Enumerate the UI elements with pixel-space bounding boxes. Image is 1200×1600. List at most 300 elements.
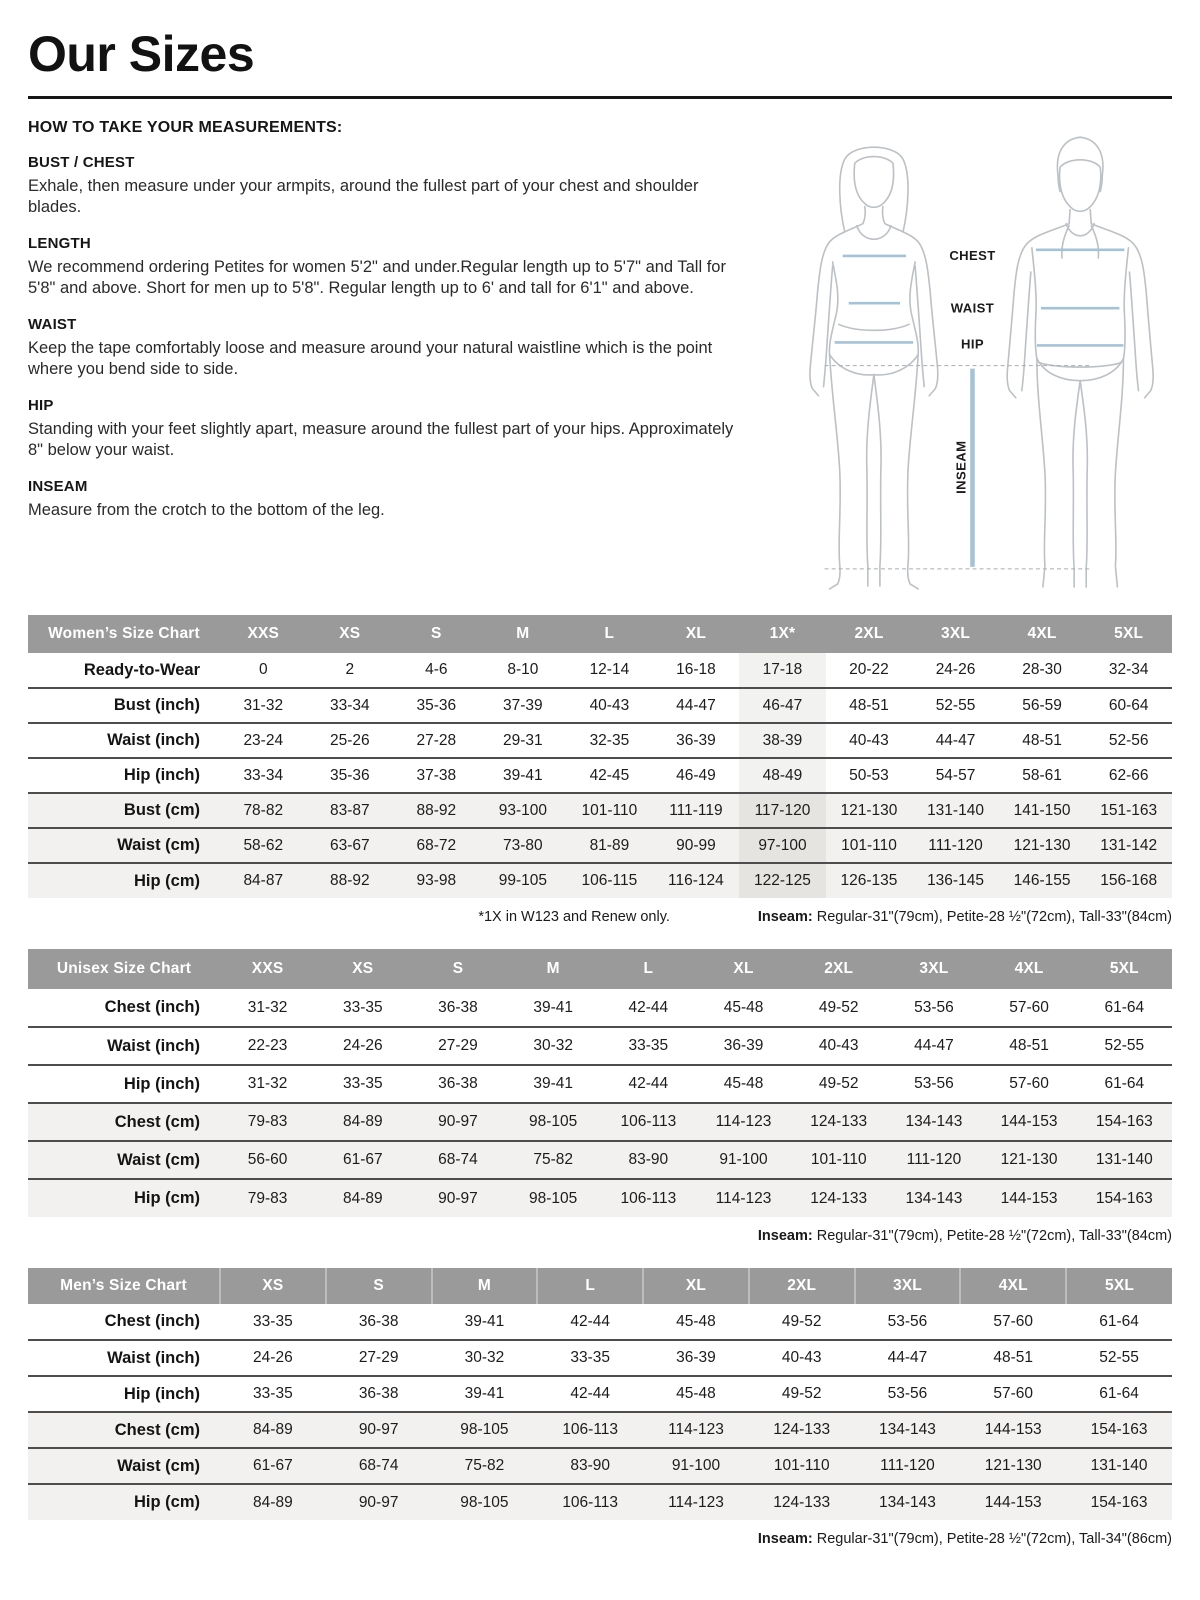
value-cell: 53-56 (887, 1312, 928, 1330)
column-header: L (566, 615, 653, 653)
value-cell: 61-67 (253, 1457, 293, 1474)
value-cell: 98-105 (529, 1189, 578, 1207)
value-cell: 56-59 (1022, 696, 1062, 714)
value-cell: 33-35 (253, 1312, 293, 1330)
instructions-and-diagram (28, 119, 1172, 591)
value-cell: 33-35 (253, 1385, 293, 1402)
row-label: Waist (inch) (107, 731, 200, 749)
value-cell: 30-32 (464, 1349, 505, 1366)
mens-table-notes (28, 1531, 1172, 1547)
chest-label: CHEST (949, 247, 996, 263)
measurement-instructions (28, 119, 750, 591)
value-cell: 45-48 (723, 1075, 764, 1092)
value-cell: 98-105 (460, 1421, 509, 1438)
value-cell: 32-34 (1108, 661, 1149, 678)
table-row (28, 1027, 1172, 1065)
value-cell: 124-133 (810, 1113, 868, 1130)
section-label: INSEAM (28, 478, 88, 495)
value-cell: 20-22 (849, 661, 889, 678)
unisex-size-chart-section (28, 949, 1172, 1244)
inseam-note-text: Regular-31"(79cm), Petite-28 ½"(72cm), Tall-33"(84cm) (816, 909, 1172, 925)
value-cell: 33-35 (342, 1075, 383, 1092)
column-header: M (506, 949, 601, 989)
column-header: M (432, 1268, 538, 1304)
value-cell: 33-35 (570, 1349, 610, 1366)
row-label: Waist (cm) (117, 1150, 200, 1169)
value-cell: 28-30 (1022, 661, 1062, 678)
value-cell: 97-100 (739, 828, 826, 863)
section-label: HIP (28, 397, 54, 414)
value-cell: 17-18 (739, 653, 826, 688)
value-cell: 93-98 (416, 872, 457, 889)
value-cell: 154-163 (1095, 1189, 1153, 1207)
value-cell: 57-60 (993, 1312, 1034, 1330)
value-cell: 90-97 (358, 1421, 399, 1438)
section-waist (28, 316, 750, 380)
value-cell: 57-60 (1009, 998, 1049, 1016)
inseam-label: INSEAM (953, 440, 969, 494)
row-label: Bust (cm) (123, 801, 200, 819)
value-cell: 93-100 (498, 801, 547, 819)
row-label: Waist (cm) (117, 836, 200, 854)
womens-table-notes (28, 909, 1172, 925)
value-cell: 54-57 (935, 766, 976, 784)
body-measurement-illustration (777, 113, 1172, 591)
value-cell: 116-124 (668, 872, 724, 889)
value-cell: 88-92 (416, 801, 457, 819)
value-cell: 40-43 (589, 696, 630, 714)
value-cell: 122-125 (739, 863, 826, 898)
value-cell: 136-145 (927, 872, 984, 889)
column-header: 4XL (982, 949, 1077, 989)
value-cell: 48-51 (993, 1349, 1034, 1366)
inseam-note-text: Regular-31"(79cm), Petite-28 ½"(72cm), Tall-33"(84cm) (816, 1228, 1172, 1244)
value-cell: 22-23 (247, 1037, 288, 1054)
value-cell: 90-97 (438, 1113, 478, 1130)
table-title: Women’s Size Chart (28, 615, 220, 653)
value-cell: 114-123 (668, 1421, 724, 1438)
value-cell: 83-90 (570, 1457, 610, 1474)
value-cell: 31-32 (247, 1075, 288, 1092)
value-cell: 84-89 (253, 1493, 293, 1511)
value-cell: 31-32 (243, 696, 284, 714)
value-cell: 35-36 (416, 696, 457, 714)
value-cell: 61-64 (1099, 1385, 1139, 1402)
value-cell: 42-44 (570, 1385, 610, 1402)
section-label: BUST / CHEST (28, 154, 135, 171)
value-cell: 68-72 (416, 836, 457, 854)
value-cell: 33-35 (342, 998, 383, 1016)
column-header: S (326, 1268, 432, 1304)
mens-size-chart (28, 1268, 1172, 1520)
value-cell: 33-34 (243, 766, 284, 784)
value-cell: 99-105 (498, 872, 547, 889)
value-cell: 49-52 (781, 1385, 822, 1402)
inseam-note-label: Inseam: (757, 909, 813, 925)
column-header: XXS (220, 949, 315, 989)
value-cell: 42-45 (589, 766, 630, 784)
value-cell: 117-120 (739, 793, 826, 828)
table-row (28, 1448, 1172, 1484)
value-cell: 52-55 (935, 696, 976, 714)
value-cell: 29-31 (503, 731, 543, 749)
value-cell: 52-55 (1099, 1349, 1139, 1366)
value-cell: 98-105 (460, 1493, 509, 1511)
column-header: L (601, 949, 696, 989)
value-cell: 39-41 (533, 1075, 573, 1092)
column-header: 1X* (739, 615, 826, 653)
row-label: Chest (inch) (104, 998, 200, 1016)
table-row (28, 688, 1172, 723)
column-header: XL (643, 1268, 749, 1304)
value-cell: 33-34 (329, 696, 370, 714)
table-row (28, 723, 1172, 758)
value-cell: 42-44 (628, 1075, 669, 1092)
value-cell: 61-64 (1104, 998, 1145, 1016)
value-cell: 8-10 (507, 661, 539, 678)
value-cell: 53-56 (914, 1075, 954, 1092)
value-cell: 79-83 (247, 1189, 288, 1207)
inseam-note-label: Inseam: (757, 1531, 813, 1547)
value-cell: 45-48 (723, 998, 764, 1016)
value-cell: 39-41 (464, 1385, 505, 1402)
value-cell: 154-163 (1090, 1493, 1148, 1511)
table-row (28, 653, 1172, 688)
value-cell: 131-140 (927, 801, 984, 819)
value-cell: 36-38 (438, 1075, 478, 1092)
value-cell: 24-26 (342, 1037, 383, 1054)
value-cell: 124-133 (773, 1421, 831, 1438)
page-title: Our Sizes (28, 26, 255, 82)
header-row (28, 615, 1172, 653)
value-cell: 114-123 (668, 1493, 724, 1511)
value-cell: 114-123 (715, 1189, 772, 1207)
table-title: Unisex Size Chart (28, 949, 220, 989)
unisex-table-notes (28, 1228, 1172, 1244)
value-cell: 106-113 (620, 1189, 677, 1207)
table-row (28, 1065, 1172, 1103)
value-cell: 39-41 (533, 998, 573, 1016)
value-cell: 40-43 (781, 1349, 822, 1366)
table-row (28, 1103, 1172, 1141)
value-cell: 134-143 (879, 1421, 936, 1438)
value-cell: 27-29 (438, 1037, 478, 1054)
value-cell: 156-168 (1100, 872, 1158, 889)
value-cell: 46-47 (739, 688, 826, 723)
womens-inseam-note (758, 909, 1172, 925)
header-row (28, 1268, 1172, 1304)
value-cell: 48-51 (1022, 731, 1062, 749)
value-cell: 101-110 (841, 836, 897, 854)
value-cell: 90-99 (676, 836, 716, 854)
inseam-note-text: Regular-31"(79cm), Petite-28 ½"(72cm), Tall-34"(86cm) (816, 1531, 1172, 1547)
header-row (28, 949, 1172, 989)
value-cell: 73-80 (503, 836, 543, 854)
value-cell: 68-74 (438, 1151, 478, 1168)
section-text: Keep the tape comfortably loose and measure around your natural waistline which is the point where you bend side to side. (28, 339, 713, 378)
value-cell: 44-47 (914, 1037, 954, 1054)
value-cell: 144-153 (984, 1421, 1042, 1438)
value-cell: 23-24 (243, 731, 284, 749)
value-cell: 83-87 (329, 801, 370, 819)
value-cell: 101-110 (581, 801, 638, 819)
value-cell: 90-97 (358, 1493, 399, 1511)
value-cell: 144-153 (984, 1493, 1042, 1511)
value-cell: 84-89 (342, 1113, 383, 1130)
row-label: Chest (cm) (114, 1112, 200, 1131)
value-cell: 57-60 (993, 1385, 1034, 1402)
value-cell: 75-82 (533, 1151, 573, 1168)
womens-size-chart (28, 615, 1172, 898)
row-label: Hip (inch) (123, 766, 200, 784)
column-header: 3XL (855, 1268, 961, 1304)
mens-size-chart-section (28, 1268, 1172, 1547)
row-label: Hip (cm) (134, 871, 200, 890)
value-cell: 75-82 (464, 1457, 505, 1474)
value-cell: 78-82 (243, 801, 284, 819)
row-label: Chest (cm) (114, 1420, 200, 1439)
man-figure (1007, 137, 1153, 587)
value-cell: 106-113 (562, 1493, 619, 1511)
value-cell: 52-56 (1108, 731, 1149, 749)
column-header: 3XL (886, 949, 981, 989)
value-cell: 25-26 (329, 731, 370, 749)
value-cell: 61-64 (1104, 1075, 1145, 1092)
value-cell: 48-49 (739, 758, 826, 793)
section-hip (28, 397, 750, 461)
value-cell: 79-83 (247, 1113, 288, 1130)
value-cell: 91-100 (671, 1457, 721, 1474)
value-cell: 33-35 (628, 1037, 669, 1054)
value-cell: 106-113 (562, 1421, 619, 1438)
value-cell: 90-97 (438, 1189, 478, 1207)
value-cell: 45-48 (676, 1385, 716, 1402)
value-cell: 37-39 (503, 696, 543, 714)
row-label: Waist (inch) (107, 1036, 200, 1055)
column-header: 5XL (1085, 615, 1172, 653)
section-text: Measure from the crotch to the bottom of the leg. (28, 501, 385, 519)
value-cell: 83-90 (628, 1151, 669, 1168)
value-cell: 24-26 (935, 661, 976, 678)
value-cell: 111-120 (906, 1151, 962, 1168)
table-row (28, 1141, 1172, 1179)
row-label: Hip (inch) (123, 1074, 200, 1093)
column-header: 3XL (912, 615, 999, 653)
section-inseam (28, 478, 750, 521)
value-cell: 61-67 (342, 1151, 383, 1168)
section-text: We recommend ordering Petites for women 5'2" and under.Regular length up to 5'7" and Tall for 5'8" and above. Short for men up to 5'8". Regular length up to 6' and tall for 6'1" and above. (28, 258, 726, 297)
value-cell: 40-43 (849, 731, 889, 749)
table-row (28, 1376, 1172, 1412)
value-cell: 124-133 (773, 1493, 831, 1511)
value-cell: 36-39 (676, 1349, 716, 1366)
value-cell: 44-47 (935, 731, 976, 749)
woman-figure (810, 147, 938, 589)
value-cell: 27-29 (358, 1349, 399, 1366)
row-label: Chest (inch) (104, 1312, 200, 1330)
value-cell: 31-32 (247, 998, 288, 1016)
value-cell: 38-39 (739, 723, 826, 758)
value-cell: 45-48 (676, 1312, 716, 1330)
value-cell: 48-51 (1009, 1037, 1049, 1054)
column-header: XS (220, 1268, 326, 1304)
value-cell: 24-26 (253, 1349, 293, 1366)
row-label: Waist (inch) (107, 1348, 200, 1367)
table-row (28, 989, 1172, 1027)
value-cell: 141-150 (1013, 801, 1071, 819)
column-header: XL (653, 615, 740, 653)
instructions-heading: HOW TO TAKE YOUR MEASUREMENTS: (28, 119, 343, 136)
row-label: Waist (cm) (117, 1456, 200, 1475)
column-header: S (393, 615, 480, 653)
mens-inseam-note (758, 1531, 1172, 1547)
section-text: Standing with your feet slightly apart, measure around the fullest part of your hips. Approximately 8" below your waist. (28, 420, 734, 459)
row-label: Ready-to-Wear (83, 660, 200, 679)
value-cell: 12-14 (589, 661, 630, 678)
value-cell: 121-130 (984, 1457, 1042, 1474)
value-cell: 121-130 (1013, 836, 1071, 854)
value-cell: 42-44 (570, 1312, 610, 1330)
value-cell: 106-115 (581, 872, 638, 889)
value-cell: 50-53 (849, 766, 889, 784)
value-cell: 88-92 (329, 872, 370, 889)
row-label: Hip (inch) (123, 1384, 200, 1403)
value-cell: 134-143 (905, 1189, 963, 1207)
value-cell: 49-52 (818, 998, 859, 1016)
section-length (28, 235, 750, 299)
value-cell: 36-38 (358, 1385, 399, 1402)
womens-footnote: *1X in W123 and Renew only. (478, 909, 670, 925)
table-row (28, 1179, 1172, 1217)
value-cell: 134-143 (879, 1493, 936, 1511)
title-divider (28, 96, 1172, 99)
column-header: S (410, 949, 505, 989)
value-cell: 44-47 (887, 1349, 928, 1366)
value-cell: 131-140 (1090, 1457, 1148, 1474)
inseam-note-label: Inseam: (757, 1228, 813, 1244)
value-cell: 42-44 (628, 998, 669, 1016)
value-cell: 36-39 (676, 731, 716, 749)
value-cell: 57-60 (1009, 1075, 1049, 1092)
value-cell: 84-89 (342, 1189, 383, 1207)
column-header: XXS (220, 615, 307, 653)
column-header: 5XL (1066, 1268, 1172, 1304)
value-cell: 46-49 (676, 766, 716, 784)
value-cell: 111-119 (669, 801, 723, 819)
column-header: 2XL (826, 615, 913, 653)
value-cell: 37-38 (416, 766, 457, 784)
value-cell: 98-105 (529, 1113, 578, 1130)
value-cell: 27-28 (416, 731, 457, 749)
value-cell: 62-66 (1108, 766, 1149, 784)
value-cell: 84-89 (253, 1421, 293, 1438)
value-cell: 134-143 (905, 1113, 963, 1130)
value-cell: 101-110 (810, 1151, 867, 1168)
value-cell: 84-87 (243, 872, 284, 889)
section-bust-chest (28, 154, 750, 218)
value-cell: 0 (258, 661, 268, 678)
table-row (28, 828, 1172, 863)
value-cell: 56-60 (247, 1151, 288, 1168)
section-text: Exhale, then measure under your armpits, around the fullest part of your chest and shoulder blades. (28, 177, 699, 216)
column-header: 4XL (960, 1268, 1066, 1304)
hip-label: HIP (960, 336, 984, 352)
column-header: M (480, 615, 567, 653)
column-header: 2XL (749, 1268, 855, 1304)
mens-size-chart-table (28, 1268, 1172, 1520)
column-header: XL (696, 949, 791, 989)
value-cell: 146-155 (1013, 872, 1071, 889)
table-row (28, 1484, 1172, 1520)
value-cell: 61-64 (1099, 1312, 1139, 1330)
value-cell: 114-123 (715, 1113, 772, 1130)
value-cell: 60-64 (1108, 696, 1149, 714)
value-cell: 36-38 (358, 1312, 399, 1330)
section-label: LENGTH (28, 235, 91, 252)
value-cell: 16-18 (676, 661, 716, 678)
table-row (28, 758, 1172, 793)
value-cell: 144-153 (1000, 1113, 1058, 1130)
value-cell: 49-52 (818, 1075, 859, 1092)
value-cell: 2 (345, 661, 355, 678)
value-cell: 154-163 (1095, 1113, 1153, 1130)
value-cell: 35-36 (329, 766, 370, 784)
measurement-diagram (777, 113, 1172, 591)
value-cell: 58-61 (1022, 766, 1062, 784)
value-cell: 44-47 (676, 696, 716, 714)
column-header: L (537, 1268, 643, 1304)
value-cell: 39-41 (503, 766, 543, 784)
value-cell: 36-38 (438, 998, 478, 1016)
value-cell: 151-163 (1100, 801, 1158, 819)
column-header: XS (315, 949, 410, 989)
table-row (28, 1412, 1172, 1448)
value-cell: 106-113 (620, 1113, 677, 1130)
column-header: 5XL (1077, 949, 1172, 989)
table-row (28, 863, 1172, 898)
womens-size-chart-section (28, 615, 1172, 925)
row-label: Bust (inch) (113, 696, 200, 714)
value-cell: 4-6 (425, 661, 448, 678)
row-label: Hip (cm) (134, 1189, 200, 1207)
unisex-inseam-note (758, 1228, 1172, 1244)
value-cell: 154-163 (1090, 1421, 1148, 1438)
value-cell: 32-35 (589, 731, 630, 749)
section-label: WAIST (28, 316, 77, 333)
table-title: Men’s Size Chart (28, 1268, 220, 1304)
womens-size-chart-table (28, 615, 1172, 898)
unisex-size-chart-table (28, 949, 1172, 1217)
value-cell: 39-41 (464, 1312, 505, 1330)
value-cell: 36-39 (723, 1037, 764, 1054)
value-cell: 49-52 (781, 1312, 822, 1330)
value-cell: 111-120 (880, 1457, 935, 1474)
value-cell: 53-56 (887, 1385, 928, 1402)
value-cell: 131-140 (1095, 1151, 1153, 1168)
value-cell: 48-51 (849, 696, 889, 714)
table-row (28, 1340, 1172, 1376)
value-cell: 126-135 (840, 872, 898, 889)
waist-label: WAIST (950, 300, 995, 316)
value-cell: 121-130 (840, 801, 898, 819)
row-label: Hip (cm) (134, 1493, 200, 1511)
value-cell: 131-142 (1100, 836, 1158, 854)
value-cell: 81-89 (589, 836, 630, 854)
value-cell: 101-110 (773, 1457, 830, 1474)
value-cell: 68-74 (358, 1457, 399, 1474)
value-cell: 124-133 (810, 1189, 868, 1207)
column-header: XS (307, 615, 394, 653)
